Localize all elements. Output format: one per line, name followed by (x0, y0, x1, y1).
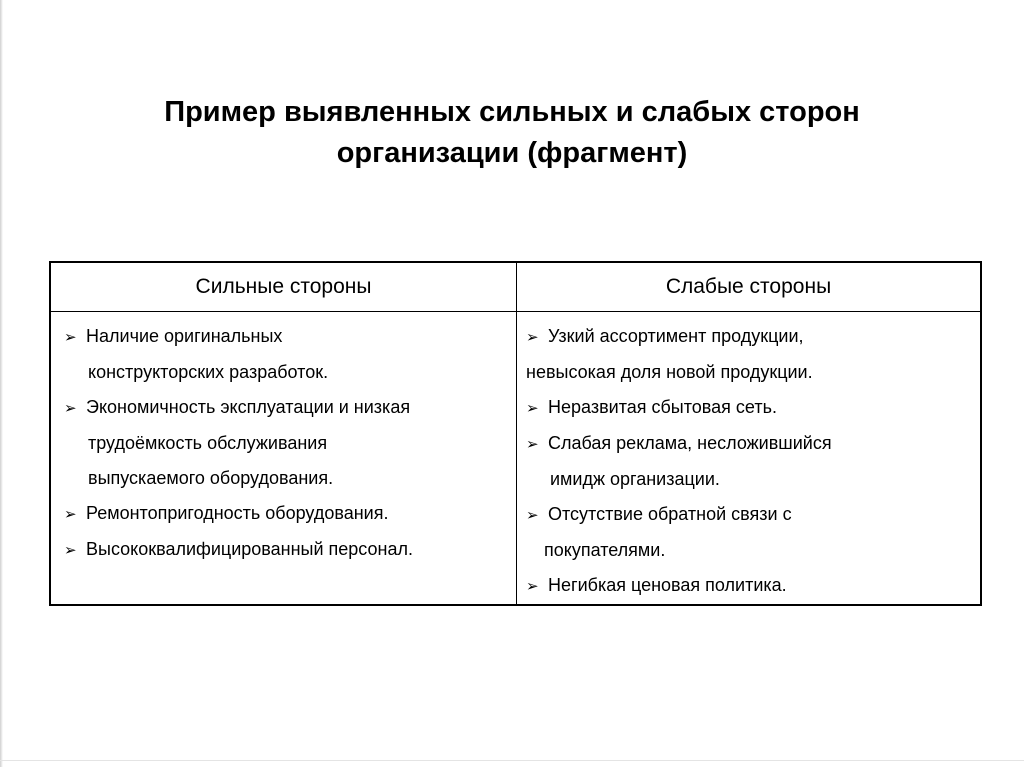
weaknesses-list (517, 312, 980, 604)
weakness-item (526, 390, 980, 426)
weakness-text: Слабая реклама, несложившийся (548, 433, 832, 453)
weakness-item (526, 319, 980, 390)
strengths-weaknesses-table (49, 261, 982, 606)
arrow-bullet-icon: ➢ (64, 328, 77, 346)
arrow-bullet-icon: ➢ (64, 541, 77, 559)
strength-text: Ремонтопригодность оборудования. (86, 503, 389, 523)
slide-edge-shadow (0, 0, 3, 767)
arrow-bullet-icon: ➢ (526, 506, 539, 524)
strengths-header: Сильные стороны (51, 263, 517, 312)
strengths-list (51, 312, 517, 604)
strength-text: Экономичность эксплуатации и низкая (86, 397, 411, 417)
strength-text: Наличие оригинальных (86, 326, 283, 346)
weakness-text: Отсутствие обратной связи с (548, 504, 792, 524)
arrow-bullet-icon: ➢ (64, 505, 77, 523)
weakness-text-continued: покупателями. (544, 540, 666, 560)
strength-text: Высококвалифицированный персонал. (86, 539, 413, 559)
arrow-bullet-icon: ➢ (526, 577, 539, 595)
bottom-divider (0, 760, 1024, 761)
arrow-bullet-icon: ➢ (526, 328, 539, 346)
strength-text-continued: конструкторских разработок. (88, 362, 329, 382)
weakness-item (526, 497, 980, 568)
arrow-bullet-icon: ➢ (526, 399, 539, 417)
strength-item (64, 532, 516, 568)
weakness-text-continued: невысокая доля новой продукции. (526, 362, 813, 382)
strength-item (64, 496, 516, 532)
title-line-2: организации (фрагмент) (336, 137, 688, 169)
page-title (60, 92, 964, 174)
arrow-bullet-icon: ➢ (526, 435, 539, 453)
weaknesses-header: Слабые стороны (517, 263, 980, 312)
arrow-bullet-icon: ➢ (64, 399, 77, 417)
weakness-text: Неразвитая сбытовая сеть. (548, 397, 777, 417)
weakness-item (526, 568, 980, 604)
strength-text-continued: выпускаемого оборудования. (88, 468, 334, 488)
title-line-1: Пример выявленных сильных и слабых сторон (164, 96, 860, 128)
strength-item (64, 390, 516, 496)
strength-item (64, 319, 516, 390)
weakness-text-continued: имидж организации. (550, 469, 720, 489)
weakness-item (526, 426, 980, 497)
weakness-text: Негибкая ценовая политика. (548, 575, 787, 595)
strength-text-continued: трудоёмкость обслуживания (88, 433, 328, 453)
weakness-text: Узкий ассортимент продукции, (548, 326, 804, 346)
